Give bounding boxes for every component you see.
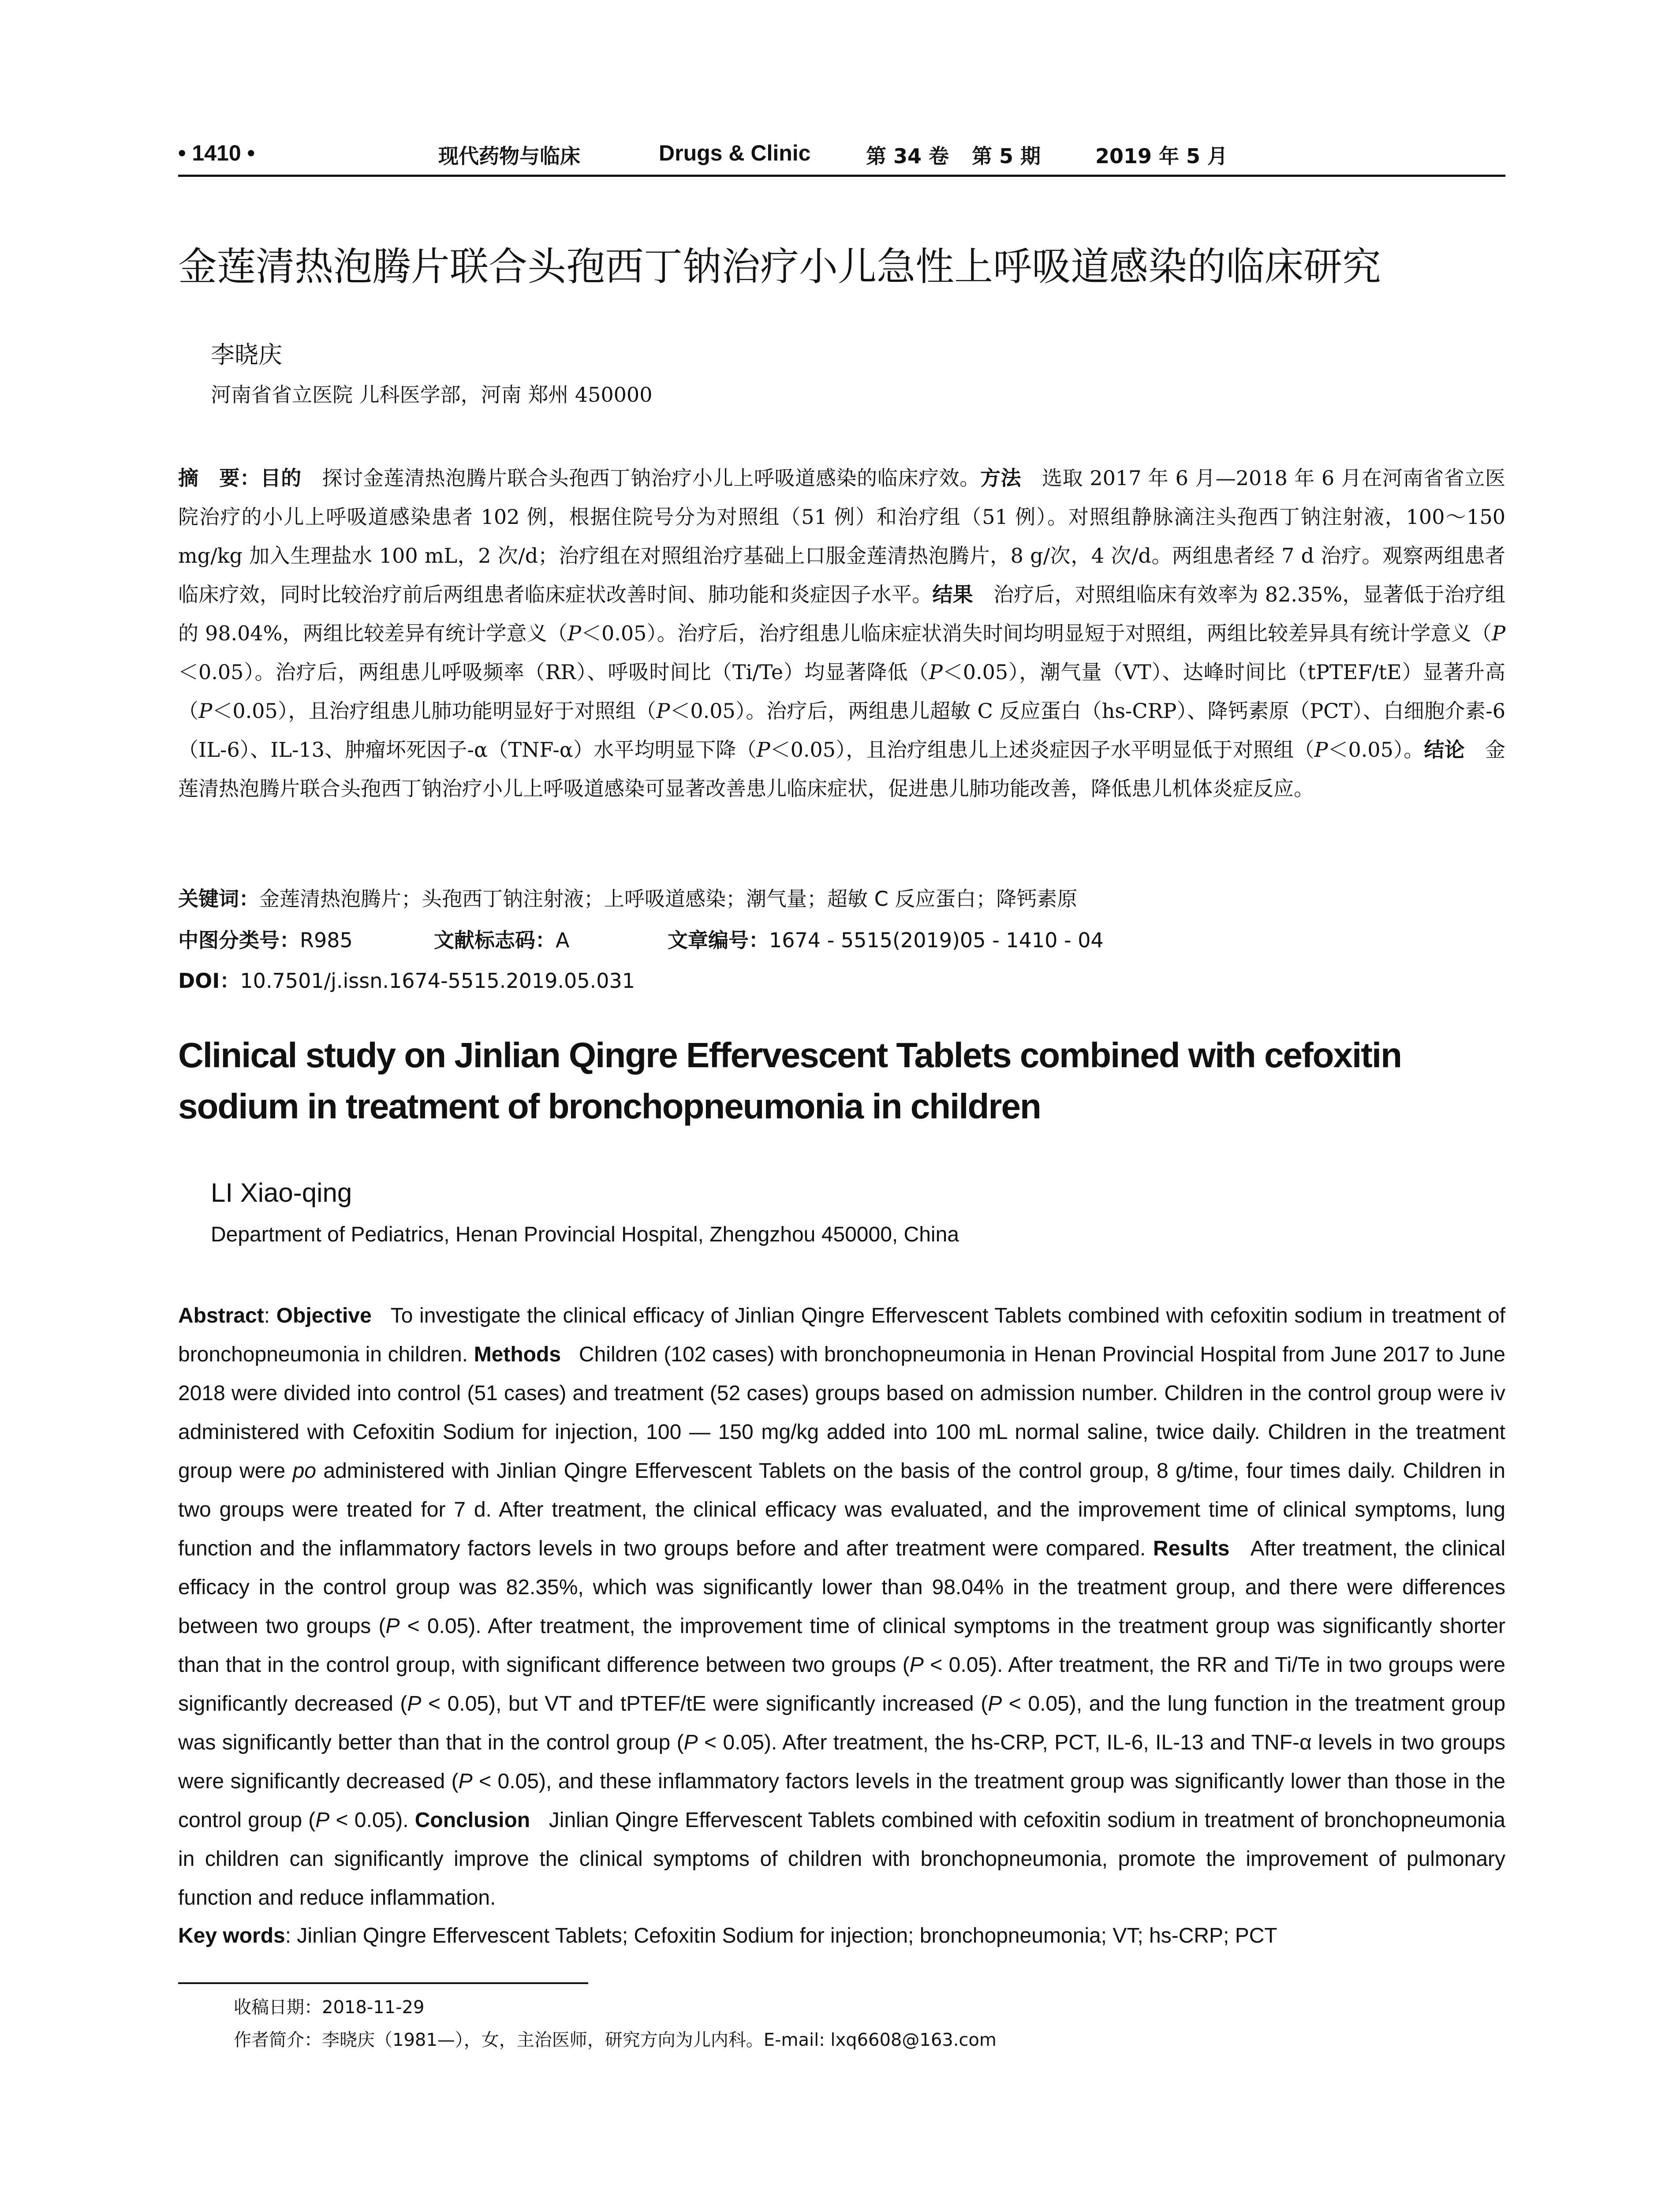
p-symbol: P bbox=[683, 1731, 698, 1754]
received-date: 收稿日期：2018-11-29 bbox=[234, 1997, 425, 2018]
objective-label-cn: 目的 bbox=[260, 466, 302, 490]
results-cn-3: ＜0.05）。治疗后，两组患儿呼吸频率（RR）、呼吸时间比（Ti/Te）均显著降低（ bbox=[178, 660, 929, 684]
clc-label: 中图分类号： bbox=[178, 928, 300, 952]
po-abbrev: po bbox=[292, 1459, 316, 1483]
results-en-6: < 0.05). After treatment, the hs-CRP, PCT, IL-6, IL-13 and TNF-α levels in two groups were significantly decreased ( bbox=[178, 1731, 1506, 1793]
doi-line bbox=[178, 963, 1505, 998]
results-cn-7: ＜0.05），且治疗组患儿上述炎症因子水平明显低于对照组（ bbox=[770, 738, 1314, 762]
doc-code: A bbox=[556, 928, 570, 952]
issue-date: 2019 年 5 月 bbox=[1095, 144, 1228, 168]
results-cn-1: 治疗后，对照组临床有效率为 82.35%，显著低于治疗组的 98.04%，两组比较差异有统计学意义（ bbox=[178, 583, 1506, 645]
keywords-cn bbox=[178, 881, 1505, 916]
keywords-value-cn: 金莲清热泡腾片；头孢西丁钠注射液；上呼吸道感染；潮气量；超敏 C 反应蛋白；降钙素原 bbox=[259, 887, 1078, 911]
keywords-label-cn: 关键词： bbox=[178, 887, 259, 911]
results-cn-2: ＜0.05）。治疗后，治疗组患儿临床症状消失时间均明显短于对照组，两组比较差异具有统计学意义（ bbox=[581, 621, 1492, 645]
keywords-en: Key words: Jinlian Qingre Effervescent Tablets; Cefoxitin Sodium for injection; bronchopneumonia; VT; hs-CRP; PCT bbox=[178, 1924, 1277, 1947]
title-cn: 金莲清热泡腾片联合头孢西丁钠治疗小儿急性上呼吸道感染的临床研究 bbox=[178, 244, 1381, 289]
journal-name-cn: 现代药物与临床 bbox=[438, 144, 580, 168]
results-en-3: < 0.05). After treatment, the RR and Ti/Te in two groups were significantly decreased ( bbox=[178, 1653, 1505, 1715]
clc-code: R985 bbox=[300, 928, 353, 952]
header-rule bbox=[178, 175, 1505, 177]
conclusion-en: Jinlian Qingre Effervescent Tablets combined with cefoxitin sodium in treatment of bronchopneumonia in children can significantly improve the clinical symptoms of children with bronchopneumonia, promote the improvement of pulmonary function and reduce inflammation. bbox=[178, 1809, 1505, 1910]
results-cn-8: ＜0.05）。 bbox=[1328, 738, 1424, 762]
title-en: Clinical study on Jinlian Qingre Effervescent Tablets combined with cefoxitin sodium in treatment of bronchopneumonia in children bbox=[178, 1035, 1401, 1126]
results-en-4: < 0.05), but VT and tPTEF/tE were significantly increased ( bbox=[421, 1692, 988, 1715]
objective-cn: 探讨金莲清热泡腾片联合头孢西丁钠治疗小儿上呼吸道感染的临床疗效。 bbox=[322, 466, 980, 490]
journal-name-en: Drugs & Clinic bbox=[659, 141, 811, 165]
keywords-label-en: Key words bbox=[178, 1924, 285, 1947]
classification-line bbox=[178, 923, 1505, 958]
author-bio: 作者简介：李晓庆（1981—），女，主治医师，研究方向为儿内科。E-mail: lxq6608@163.com bbox=[234, 2030, 997, 2050]
results-cn-6: ＜0.05）。治疗后，两组患儿超敏 C 反应蛋白（hs-CRP）、降钙素原（PCT）、白细胞介素-6（IL-6）、IL-13、肿瘤坏死因子-α（TNF-α）水平均明显下降（ bbox=[178, 699, 1506, 762]
abstract-en: Abstract: Objective To investigate the clinical efficacy of Jinlian Qingre Effervescent Tablets combined with cefoxitin sodium in treatment of bronchopneumonia in children. Methods Children (102 cases) with bronchopneumonia in Henan Provincial Hospital from June 2017 to June 2018 were divided into control (51 cases) and treatment (52 cases) groups based on admission number. Children in the control group were iv administered with Cefoxitin Sodium for injection, 100 — 150 mg/kg added into 100 mL normal saline, twice daily. Children in the treatment group were po administered with Jinlian Qingre Effervescent Tablets on the basis of the control group, 8 g/time, four times daily. Children in two groups were treated for 7 d. After treatment, the clinical efficacy was evaluated, and the improvement time of clinical symptoms, lung function and the inflammatory factors levels in two groups before and after treatment were compared. Results After treatment, the clinical efficacy in the control group was 82.35%, which was significantly lower than 98.04% in the treatment group, and there were differences between two groups (P < 0.05). After treatment, the improvement time of clinical symptoms in the treatment group was significantly shorter than that in the control group, with significant difference between two groups (P < 0.05). After treatment, the RR and Ti/Te in two groups were significantly decreased (P < 0.05), but VT and tPTEF/tE were significantly increased (P < 0.05), and the lung function in the treatment group was significantly better than that in the control group (P < 0.05). After treatment, the hs-CRP, PCT, IL-6, IL-13 and TNF-α levels in two groups were significantly decreased (P < 0.05), and these inflammatory factors levels in the treatment group was significantly lower than those in the control group (P < 0.05). Conclusion Jinlian Qingre Effervescent Tablets combined with cefoxitin sodium in treatment of bronchopneumonia in children can significantly improve the clinical symptoms of children with bronchopneumonia, promote the improvement of pulmonary function and reduce inflammation. bbox=[178, 1304, 1506, 1910]
page-number: • 1410 • bbox=[178, 141, 255, 165]
results-en-2: < 0.05). After treatment, the improvement time of clinical symptoms in the treatment group was significantly shorter than that in the control group, with significant difference between two groups ( bbox=[178, 1615, 1505, 1677]
p-symbol: P bbox=[909, 1653, 924, 1677]
author-en: LI Xiao-qing bbox=[211, 1178, 352, 1207]
footnote-rule bbox=[178, 1982, 588, 1984]
keywords-value-en: Jinlian Qingre Effervescent Tablets; Cefoxitin Sodium for injection; bronchopneumonia; VT; hs-CRP; PCT bbox=[297, 1924, 1277, 1947]
methods-cn: 选取 2017 年 6 月—2018 年 6 月在河南省省立医院治疗的小儿上呼吸道感染患者 102 例，根据住院号分为对照组（51 例）和治疗组（51 例）。对照组静脉滴注头孢西丁钠注射液，100～150 mg/kg 加入生理盐水 100 mL，2 次/d；治疗组在对照组治疗基础上口服金莲清热泡腾片，8 g/次，4 次/d。两组患者经 7 d 治疗。观察两组患者临床疗效，同时比较治疗前后两组患者临床症状改善时间、肺功能和炎症因子水平。 bbox=[178, 466, 1506, 606]
results-en-7: < 0.05), and these inflammatory factors levels in the treatment group was significantly lower than those in the control group ( bbox=[178, 1770, 1505, 1832]
objective-en: To investigate the clinical efficacy of Jinlian Qingre Effervescent Tablets combined with cefoxitin sodium in treatment of bronchopneumonia in children. bbox=[178, 1304, 1506, 1366]
p-symbol: P bbox=[567, 621, 581, 645]
methods-en-2: administered with Jinlian Qingre Effervescent Tablets on the basis of the control group, 8 g/time, four times daily. Children in two groups were treated for 7 d. After treatment, the clinical efficacy was evaluated, and the improvement time of clinical symptoms, lung function and the inflammatory factors levels in two groups before and after treatment were compared. bbox=[178, 1459, 1505, 1560]
conclusion-label-cn: 结论 bbox=[1424, 738, 1465, 762]
methods-label-en: Methods bbox=[474, 1343, 561, 1366]
results-cn-4: ＜0.05），潮气量（VT）、达峰时间比（tPTEF/tE）显著升高（ bbox=[178, 660, 1506, 723]
results-en-8: < 0.05). bbox=[329, 1809, 409, 1832]
methods-en-1: Children (102 cases) with bronchopneumonia in Henan Provincial Hospital from June 2017 to June 2018 were divided into control (51 cases) and treatment (52 cases) groups based on admission number. Children in the control group were iv administered with Cefoxitin Sodium for injection, 100 — 150 mg/kg added into 100 mL normal saline, twice daily. Children in the treatment group were bbox=[178, 1343, 1506, 1483]
p-symbol: P bbox=[756, 738, 770, 762]
p-symbol: P bbox=[988, 1692, 1002, 1715]
p-symbol: P bbox=[1314, 738, 1328, 762]
conclusion-label-en: Conclusion bbox=[414, 1809, 530, 1832]
abstract-cn bbox=[178, 459, 1505, 808]
doc-code-label: 文献标志码： bbox=[434, 928, 556, 952]
results-en-1: After treatment, the clinical efficacy in the control group was 82.35%, which was significantly lower than 98.04% in the treatment group, and there were differences between two groups ( bbox=[178, 1537, 1505, 1638]
results-label-cn: 结果 bbox=[932, 583, 973, 606]
author-cn: 李晓庆 bbox=[211, 341, 282, 369]
p-symbol: P bbox=[656, 699, 670, 723]
results-en-5: < 0.05), and the lung function in the treatment group was significantly better than that in the control group ( bbox=[178, 1692, 1506, 1754]
results-label-en: Results bbox=[1153, 1537, 1230, 1560]
results-cn-5: ＜0.05），且治疗组患儿肺功能明显好于对照组（ bbox=[212, 699, 657, 723]
affiliation-en: Department of Pediatrics, Henan Provincial Hospital, Zhengzhou 450000, China bbox=[211, 1223, 959, 1246]
doi-value: 10.7501/j.issn.1674-5515.2019.05.031 bbox=[240, 969, 635, 993]
doi-label: DOI： bbox=[178, 969, 240, 993]
p-symbol: P bbox=[198, 699, 213, 723]
volume: 第 34 卷 bbox=[866, 144, 949, 168]
objective-label-en: Objective bbox=[276, 1304, 372, 1327]
p-symbol: P bbox=[1492, 621, 1506, 645]
article-number-label: 文章编号： bbox=[668, 928, 769, 952]
abstract-label-en: Abstract bbox=[178, 1304, 264, 1327]
abstract-label-cn: 摘 要： bbox=[178, 466, 261, 490]
running-header bbox=[178, 140, 1505, 174]
p-symbol: P bbox=[929, 660, 943, 684]
methods-label-cn: 方法 bbox=[980, 466, 1022, 490]
p-symbol: P bbox=[315, 1809, 330, 1832]
affiliation-cn: 河南省省立医院 儿科医学部，河南 郑州 450000 bbox=[211, 383, 653, 407]
p-symbol: P bbox=[458, 1770, 473, 1793]
article-number: 1674 - 5515(2019)05 - 1410 - 04 bbox=[769, 928, 1104, 952]
p-symbol: P bbox=[385, 1615, 400, 1638]
p-symbol: P bbox=[407, 1692, 422, 1715]
conclusion-cn: 金莲清热泡腾片联合头孢西丁钠治疗小儿上呼吸道感染可显著改善患儿临床症状，促进患儿肺功能改善，降低患儿机体炎症反应。 bbox=[178, 738, 1506, 800]
issue: 第 5 期 bbox=[972, 144, 1041, 168]
